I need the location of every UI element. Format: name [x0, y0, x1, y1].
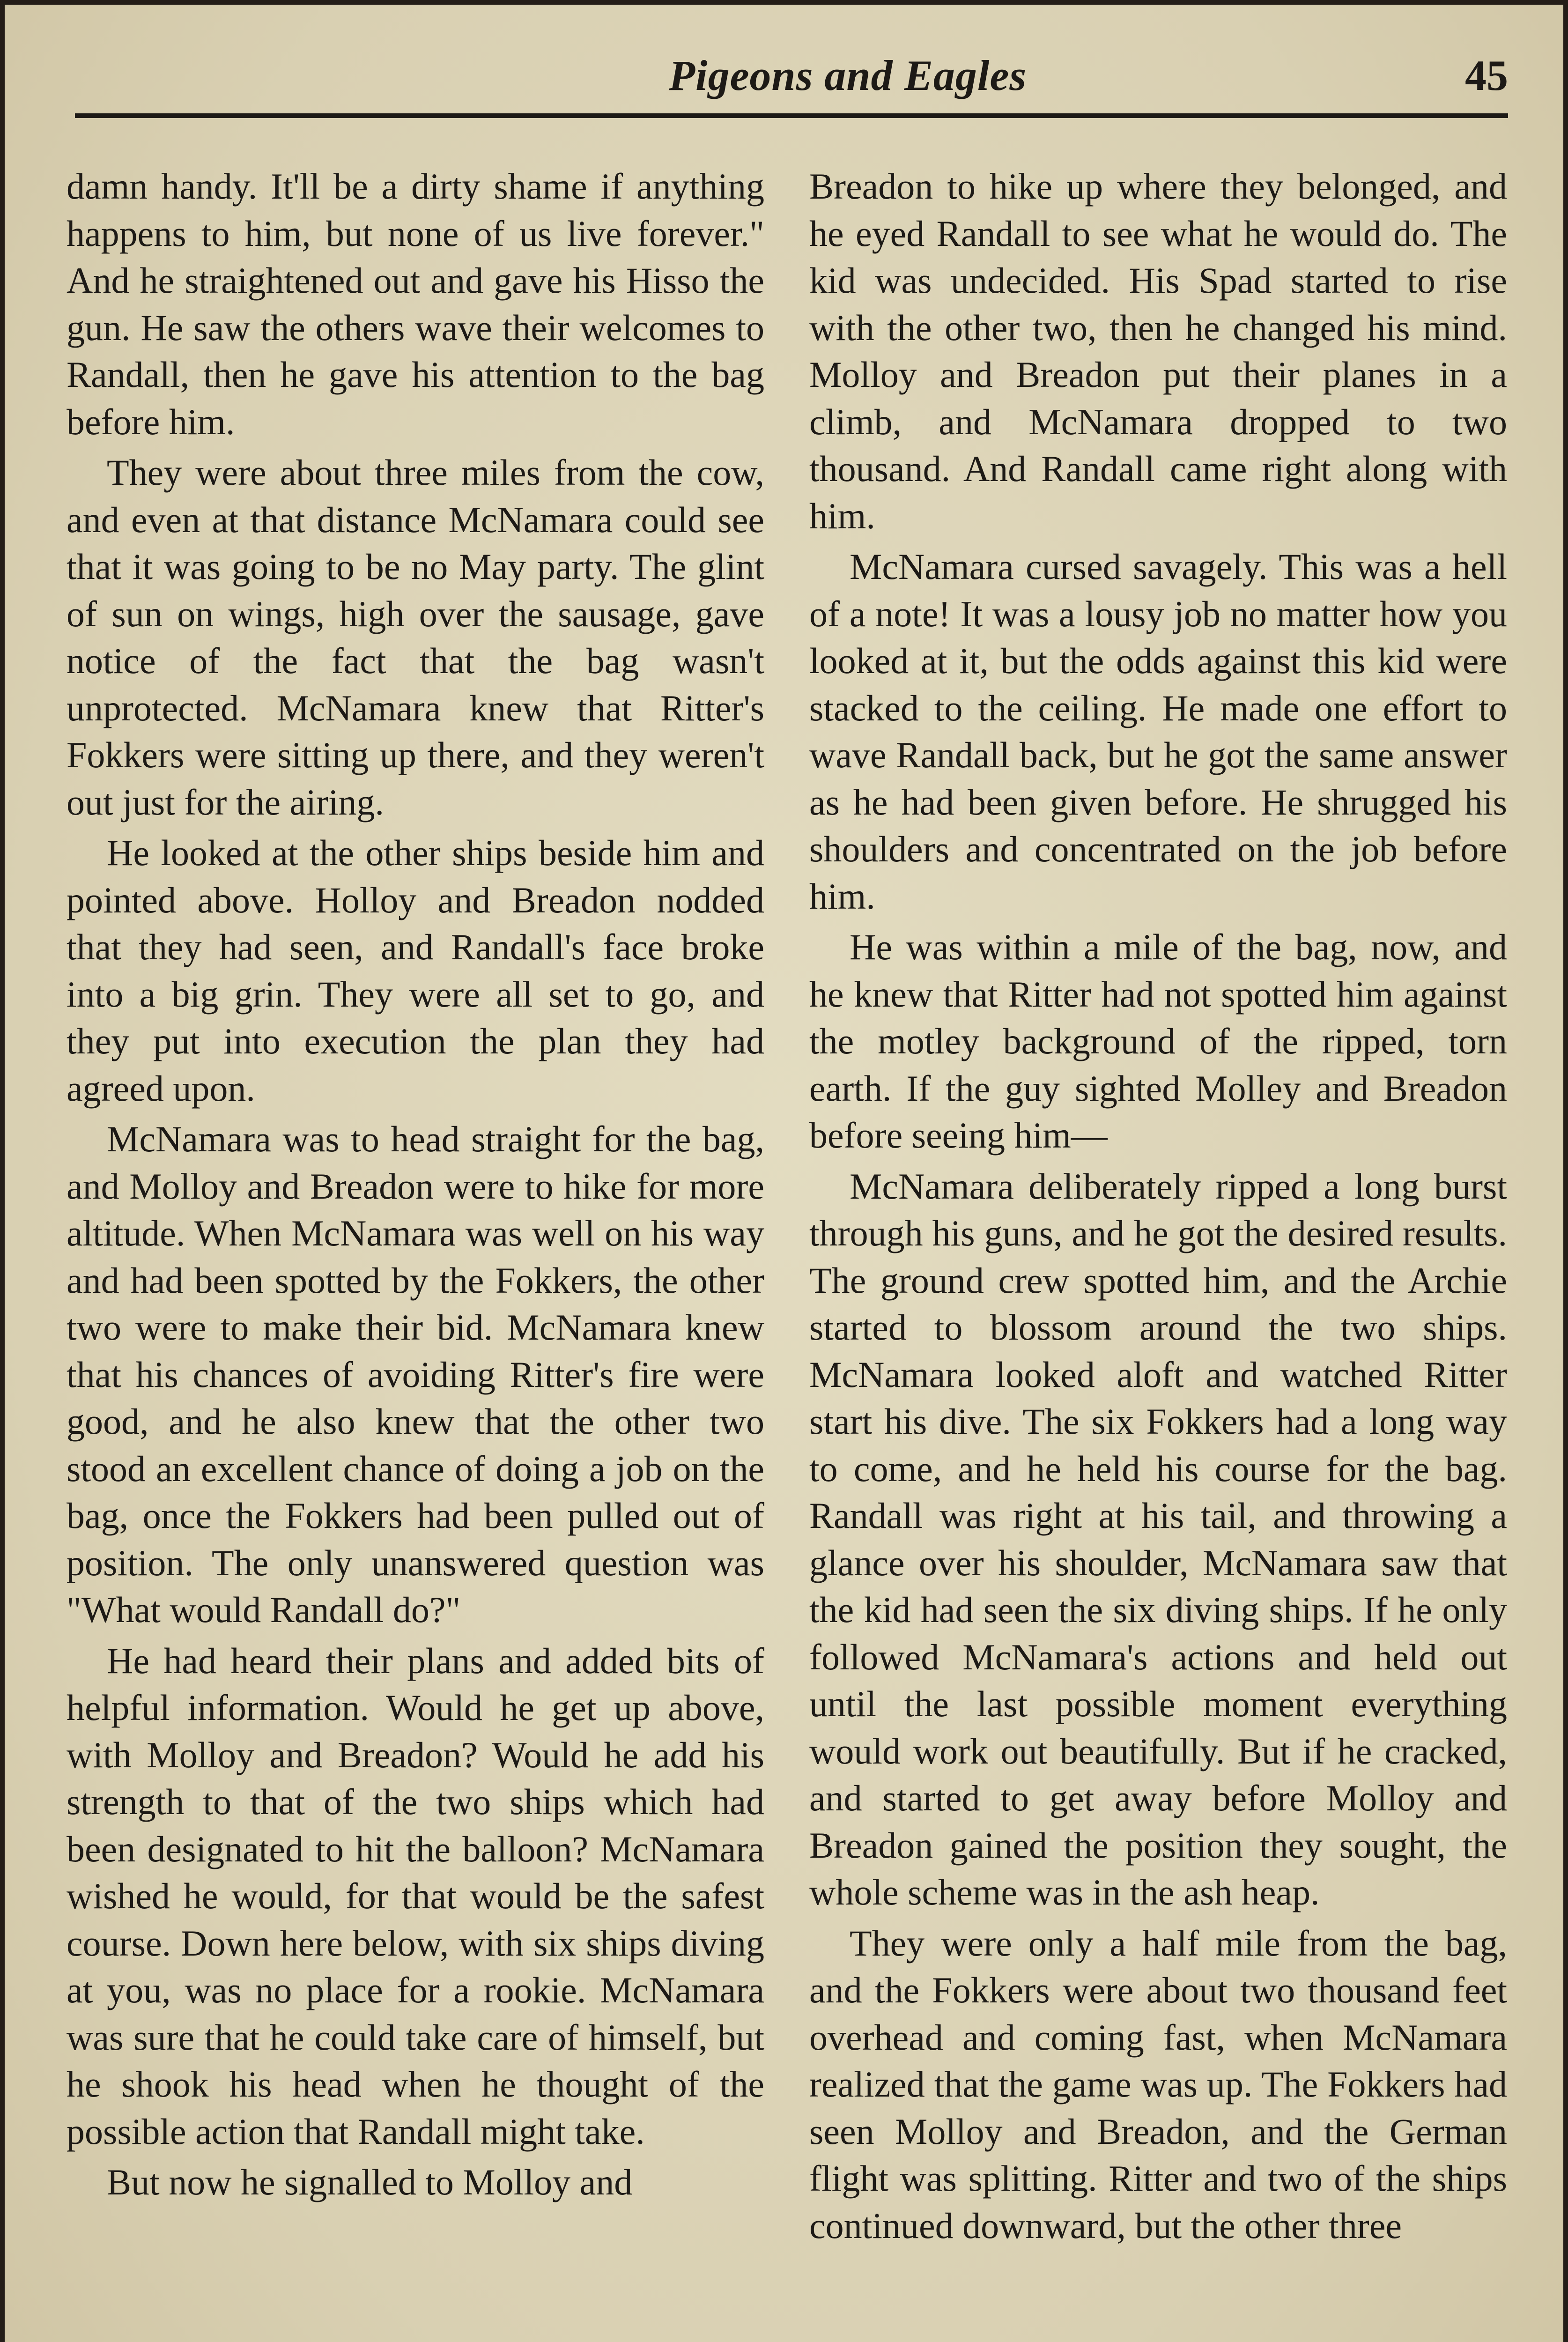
paragraph: McNamara deliberately ripped a long burst through his guns, and he got the desired results. The ground crew spotted him, and the Archie started to blossom around the two ships. McNamara looked aloft and watched Ritter start his dive. The six Fokkers had a long way to come, and he held his course for the bag. Randall was right at his tail, and throwing a glance over his shoulder, McNamara saw that the kid had seen the six diving ships. If he only followed McNamara's actions and held out until the last possible moment everything would work out beautifully. But if he cracked, and started to get away before Molloy and Breadon gained the position they sought, the whole scheme was in the ash heap. — [809, 1165, 1507, 1912]
text-column-right — [809, 163, 1507, 2342]
paragraph: He looked at the other ships beside him and pointed above. Holloy and Breadon nodded that they had seen, and Randall's face broke into a big grin. They were all set to go, and they put into execution the plan they had agreed upon. — [67, 832, 764, 1109]
page-number: 45 — [1465, 52, 1508, 99]
paragraph: McNamara cursed savagely. This was a hell of a note! It was a lousy job no matter how you looked at it, but the odds against this kid were stacked to the ceiling. He made one effort to wave Randall back, but he got the same answer as he had been given before. He shrugged his shoulders and concentrated on the job before him. — [809, 546, 1507, 917]
paragraph: They were about three miles from the cow, and even at that distance McNamara could see that it was going to be no May party. The glint of sun on wings, high over the sausage, gave notice of the fact that the bag wasn't unprotected. McNamara knew that Ritter's Fokkers were sitting up there, and they weren't out just for the airing. — [67, 452, 764, 823]
text-column-left — [67, 163, 764, 2342]
paragraph: McNamara was to head straight for the bag, and Molloy and Breadon were to hike for more altitude. When McNamara was well on his way and had been spotted by the Fokkers, the other two were to make their bid. McNamara knew that his chances of avoiding Ritter's fire were good, and he also knew that the other two stood an excellent chance of doing a job on the bag, once the Fokkers had been pulled out of position. The only unanswered question was "What would Randall do?" — [67, 1119, 764, 1630]
paragraph: He was within a mile of the bag, now, and he knew that Ritter had not spotted him against the motley background of the ripped, torn earth. If the guy sighted Molley and Breadon before seeing him— — [809, 926, 1507, 1156]
page-header — [75, 48, 1508, 118]
running-title: Pigeons and Eagles — [668, 52, 1027, 99]
paragraph: Breadon to hike up where they belonged, and he eyed Randall to see what he would do. The kid was undecided. His Spad started to rise with the other two, then he changed his mind. Molloy and Breadon put their planes in a climb, and McNamara dropped to two thousand. And Randall came right along with him. — [809, 166, 1507, 536]
paragraph: They were only a half mile from the bag, and the Fokkers were about two thousand feet overhead and coming fast, when McNamara realized that the game was up. The Fokkers had seen Molloy and Breadon, and the German flight was splitting. Ritter and two of the ships continued downward, but the other three — [809, 1922, 1507, 2246]
paragraph: damn handy. It'll be a dirty shame if anything happens to him, but none of us live forever." And he straightened out and gave his Hisso the gun. He saw the others wave their welcomes to Randall, then he gave his attention to the bag before him. — [67, 166, 764, 442]
paragraph: But now he signalled to Molloy and — [107, 2162, 633, 2202]
paragraph: He had heard their plans and added bits of helpful information. Would he get up above, with Molloy and Breadon? Would he add his strength to that of the two ships which had been designated to hit the balloon? McNamara wished he would, for that would be the safest course. Down here below, with six ships diving at you, was no place for a rookie. McNamara was sure that he could take care of himself, but he shook his head when he thought of the possible action that Randall might take. — [67, 1640, 764, 2152]
